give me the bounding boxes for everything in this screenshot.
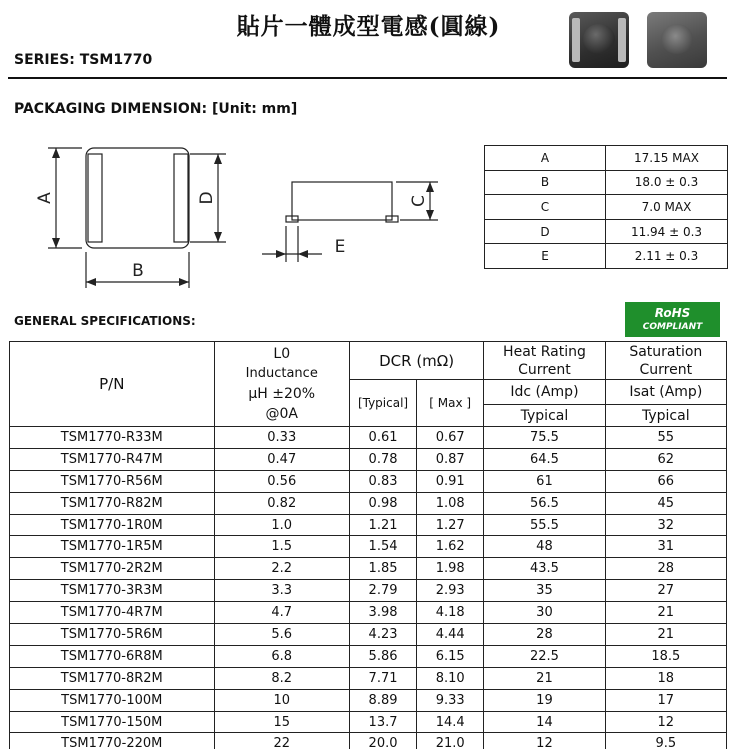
dcr-max-cell: 9.33	[417, 689, 484, 711]
ind-line2: Inductance	[245, 366, 318, 381]
dimension-row	[485, 146, 728, 171]
dcr-typical-cell: 1.85	[349, 558, 416, 580]
inductance-cell: 1.0	[214, 514, 349, 536]
dimension-key: C	[485, 195, 606, 220]
dcr-max-cell: 14.4	[417, 711, 484, 733]
isat-cell: 45	[605, 492, 726, 514]
inductance-cell: 0.47	[214, 448, 349, 470]
isat-cell: 9.5	[605, 733, 726, 749]
idc-cell: 21	[484, 667, 605, 689]
isat-cell: 66	[605, 470, 726, 492]
idc-cell: 14	[484, 711, 605, 733]
part-number-cell: TSM1770-8R2M	[10, 667, 215, 689]
table-row	[10, 558, 727, 580]
table-row	[10, 733, 727, 749]
table-row	[10, 624, 727, 646]
col-header-isat-typical: Typical	[605, 405, 726, 427]
dimension-value: 7.0 MAX	[606, 195, 728, 220]
dimension-value: 17.15 MAX	[606, 146, 728, 171]
isat-cell: 21	[605, 602, 726, 624]
isat-cell: 27	[605, 580, 726, 602]
dcr-typical-cell: 7.71	[349, 667, 416, 689]
ind-line1: L0	[273, 346, 291, 362]
col-header-heat	[484, 342, 605, 380]
general-spec-heading: GENERAL SPECIFICATIONS:	[14, 314, 196, 328]
idc-cell: 56.5	[484, 492, 605, 514]
dcr-max-cell: 2.93	[417, 580, 484, 602]
idc-cell: 64.5	[484, 448, 605, 470]
part-number-cell: TSM1770-3R3M	[10, 580, 215, 602]
part-number-cell: TSM1770-R33M	[10, 427, 215, 449]
inductance-cell: 0.82	[214, 492, 349, 514]
idc-cell: 61	[484, 470, 605, 492]
inductance-cell: 10	[214, 689, 349, 711]
table-row	[10, 492, 727, 514]
col-header-idc-unit: Idc (Amp)	[484, 380, 605, 405]
dcr-typical-cell: 20.0	[349, 733, 416, 749]
dcr-max-cell: 4.44	[417, 624, 484, 646]
col-header-inductance	[214, 342, 349, 427]
rohs-title: RoHS	[654, 306, 691, 320]
idc-cell: 19	[484, 689, 605, 711]
ind-line4: @0A	[265, 406, 298, 422]
part-number-cell: TSM1770-R47M	[10, 448, 215, 470]
idc-cell: 43.5	[484, 558, 605, 580]
part-number-cell: TSM1770-4R7M	[10, 602, 215, 624]
inductance-cell: 0.56	[214, 470, 349, 492]
label-e: E	[334, 237, 346, 257]
table-row	[10, 427, 727, 449]
idc-cell: 35	[484, 580, 605, 602]
dcr-max-cell: 0.67	[417, 427, 484, 449]
dcr-max-cell: 21.0	[417, 733, 484, 749]
col-header-pn: P/N	[10, 342, 215, 427]
dcr-typical-cell: 8.89	[349, 689, 416, 711]
dcr-typical-cell: 3.98	[349, 602, 416, 624]
dcr-typical-cell: 13.7	[349, 711, 416, 733]
inductance-cell: 0.33	[214, 427, 349, 449]
table-row	[10, 514, 727, 536]
inductance-cell: 4.7	[214, 602, 349, 624]
table-row	[10, 667, 727, 689]
isat-cell: 62	[605, 448, 726, 470]
part-number-cell: TSM1770-1R0M	[10, 514, 215, 536]
label-d: D	[197, 191, 217, 205]
label-a: A	[35, 192, 55, 204]
heat-line1: Heat Rating	[503, 343, 586, 360]
idc-cell: 75.5	[484, 427, 605, 449]
part-number-cell: TSM1770-R56M	[10, 470, 215, 492]
series-label: SERIES: TSM1770	[14, 52, 153, 68]
dimension-row	[485, 219, 728, 244]
part-number-cell: TSM1770-R82M	[10, 492, 215, 514]
isat-cell: 18	[605, 667, 726, 689]
dcr-max-cell: 1.27	[417, 514, 484, 536]
terminal-left	[572, 18, 580, 62]
col-header-dcr-typical: [Typical]	[349, 380, 416, 427]
table-row	[10, 645, 727, 667]
inductance-cell: 15	[214, 711, 349, 733]
dimension-key: E	[485, 244, 606, 269]
dcr-typical-cell: 0.83	[349, 470, 416, 492]
part-number-cell: TSM1770-150M	[10, 711, 215, 733]
dcr-typical-cell: 1.21	[349, 514, 416, 536]
dcr-typical-cell: 5.86	[349, 645, 416, 667]
side-view-body	[292, 182, 392, 220]
rohs-subtitle: COMPLIANT	[642, 322, 703, 332]
isat-cell: 17	[605, 689, 726, 711]
rohs-badge	[625, 302, 720, 337]
dimension-row	[485, 170, 728, 195]
inductance-cell: 2.2	[214, 558, 349, 580]
idc-cell: 55.5	[484, 514, 605, 536]
dimension-key: B	[485, 170, 606, 195]
inductor-photo-marked	[647, 12, 707, 68]
dimension-row	[485, 195, 728, 220]
dcr-typical-cell: 0.78	[349, 448, 416, 470]
isat-cell: 32	[605, 514, 726, 536]
inductance-cell: 6.8	[214, 645, 349, 667]
dimension-value: 2.11 ± 0.3	[606, 244, 728, 269]
inductance-cell: 8.2	[214, 667, 349, 689]
col-header-dcr-max: [ Max ]	[417, 380, 484, 427]
inductance-cell: 1.5	[214, 536, 349, 558]
inductance-cell: 22	[214, 733, 349, 749]
dimension-drawing	[30, 140, 450, 300]
idc-cell: 30	[484, 602, 605, 624]
idc-cell: 12	[484, 733, 605, 749]
dcr-typical-cell: 4.23	[349, 624, 416, 646]
col-header-idc-typical: Typical	[484, 405, 605, 427]
inductance-cell: 5.6	[214, 624, 349, 646]
label-b: B	[132, 261, 144, 281]
dimension-value: 18.0 ± 0.3	[606, 170, 728, 195]
isat-cell: 18.5	[605, 645, 726, 667]
table-row	[10, 580, 727, 602]
dcr-typical-cell: 2.79	[349, 580, 416, 602]
dcr-typical-cell: 0.98	[349, 492, 416, 514]
col-header-dcr: DCR (mΩ)	[349, 342, 483, 380]
dimension-table	[484, 145, 728, 269]
isat-cell: 28	[605, 558, 726, 580]
table-row	[10, 602, 727, 624]
dcr-typical-cell: 0.61	[349, 427, 416, 449]
dimension-value: 11.94 ± 0.3	[606, 219, 728, 244]
inductor-dome	[661, 24, 693, 54]
dimension-key: D	[485, 219, 606, 244]
sat-line1: Saturation	[629, 343, 703, 360]
ind-line3: μH ±20%	[248, 386, 316, 402]
idc-cell: 48	[484, 536, 605, 558]
table-row	[10, 448, 727, 470]
part-number-cell: TSM1770-1R5M	[10, 536, 215, 558]
isat-cell: 12	[605, 711, 726, 733]
part-number-cell: TSM1770-100M	[10, 689, 215, 711]
label-c: C	[409, 195, 429, 207]
spec-table	[9, 341, 727, 749]
dcr-max-cell: 0.91	[417, 470, 484, 492]
dcr-max-cell: 1.08	[417, 492, 484, 514]
sat-line2: Current	[639, 361, 693, 378]
page-title: 貼片一體成型電感(圓線)	[236, 13, 501, 40]
dimension-row	[485, 244, 728, 269]
part-number-cell: TSM1770-6R8M	[10, 645, 215, 667]
inductor-dome	[583, 24, 615, 54]
dcr-max-cell: 6.15	[417, 645, 484, 667]
col-header-sat	[605, 342, 726, 380]
packaging-heading: PACKAGING DIMENSION: [Unit: mm]	[14, 101, 298, 117]
part-number-cell: TSM1770-220M	[10, 733, 215, 749]
part-number-cell: TSM1770-5R6M	[10, 624, 215, 646]
table-row	[10, 689, 727, 711]
col-header-isat-unit: Isat (Amp)	[605, 380, 726, 405]
isat-cell: 31	[605, 536, 726, 558]
inductance-cell: 3.3	[214, 580, 349, 602]
dcr-max-cell: 1.98	[417, 558, 484, 580]
dcr-max-cell: 0.87	[417, 448, 484, 470]
dcr-max-cell: 1.62	[417, 536, 484, 558]
table-row	[10, 470, 727, 492]
terminal-right	[618, 18, 626, 62]
idc-cell: 22.5	[484, 645, 605, 667]
top-view-terminal-left	[88, 154, 102, 242]
table-row	[10, 536, 727, 558]
table-row	[10, 711, 727, 733]
part-number-cell: TSM1770-2R2M	[10, 558, 215, 580]
dcr-max-cell: 4.18	[417, 602, 484, 624]
dcr-typical-cell: 1.54	[349, 536, 416, 558]
inductor-photo-top	[569, 12, 629, 68]
isat-cell: 21	[605, 624, 726, 646]
dcr-max-cell: 8.10	[417, 667, 484, 689]
dimension-key: A	[485, 146, 606, 171]
idc-cell: 28	[484, 624, 605, 646]
header-rule	[8, 77, 727, 79]
isat-cell: 55	[605, 427, 726, 449]
heat-line2: Current	[518, 361, 571, 378]
top-view-terminal-right	[174, 154, 188, 242]
